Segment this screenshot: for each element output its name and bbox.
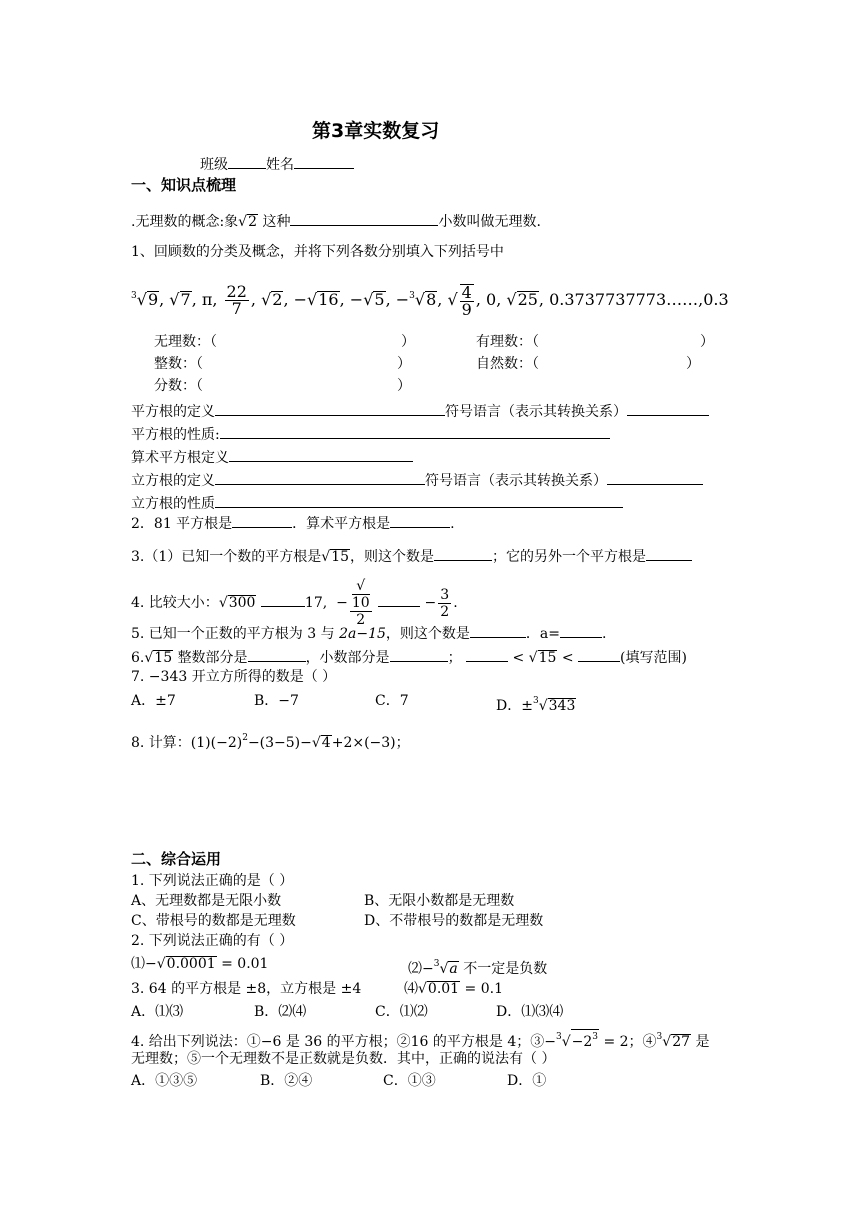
p1-option-d[interactable]: D、不带根号的数都是无理数 bbox=[364, 913, 544, 929]
question-3: 3.（1）已知一个数的平方根是√15，则这个数是 ；它的另外一个平方根是 bbox=[131, 545, 692, 566]
square-root-symbol-blank[interactable] bbox=[627, 400, 709, 416]
p2-option-d[interactable]: D．⑴⑶⑷ bbox=[496, 1004, 564, 1020]
number-list: $^3$√9, √7, π, $\frac{22}{7}$ , √2, −√16, −√5, −$^3$√8, √ $\frac{4}{9}$ , 0, √25, 0.3737737773……,0.3 bbox=[131, 282, 729, 319]
p4-stem-line2: 无理数；⑤一个无理数不是正数就是负数．其中，正确的说法有（ ） bbox=[131, 1051, 556, 1067]
p2-statement-3: 3. 64 的平方根是 ±8，立方根是 ±4 bbox=[131, 981, 362, 997]
q6-blank-1[interactable] bbox=[248, 646, 306, 662]
q7-option-a[interactable]: A．±7 bbox=[131, 693, 176, 709]
p4-option-d[interactable]: D．① bbox=[507, 1073, 547, 1089]
irrational-blank[interactable] bbox=[290, 210, 438, 226]
p2-statement-1: ⑴−√0.0001 = 0.01 bbox=[131, 956, 269, 972]
p1-option-c[interactable]: C、带根号的数都是无理数 bbox=[131, 913, 296, 929]
name-blank[interactable] bbox=[294, 153, 354, 169]
class-name-line: 班级 姓名 bbox=[200, 153, 354, 174]
question-1: 1、回顾数的分类及概念，并将下列各数分别填入下列括号中 bbox=[131, 244, 504, 260]
p1-option-a[interactable]: A、无理数都是无限小数 bbox=[131, 893, 282, 909]
q5-blank-1[interactable] bbox=[470, 622, 526, 638]
q3-blank-2[interactable] bbox=[646, 545, 692, 561]
q6-blank-2[interactable] bbox=[390, 646, 448, 662]
cube-root-definition-line: 立方根的定义 符号语言（表示其转换关系） bbox=[131, 469, 703, 490]
section2-heading: 二、综合运用 bbox=[131, 850, 222, 868]
square-root-def-blank[interactable] bbox=[215, 400, 445, 416]
q2-blank-1[interactable] bbox=[232, 512, 292, 528]
p2-stem: 2. 下列说法正确的有（ ） bbox=[131, 933, 294, 949]
square-root-definition-line: 平方根的定义 符号语言（表示其转换关系） bbox=[131, 400, 709, 421]
q6-blank-3[interactable] bbox=[466, 646, 508, 662]
natural-category: 自然数：（ bbox=[476, 356, 539, 372]
page-title: 第3章实数复习 bbox=[312, 120, 440, 142]
p4-option-b[interactable]: B．②④ bbox=[260, 1073, 313, 1089]
irrational-category: 无理数：（ bbox=[154, 334, 217, 350]
p2-statement-2: ⑵−$^3$√a 不一定是负数 bbox=[408, 959, 548, 977]
fraction-category: 分数：（ bbox=[154, 378, 203, 394]
question-7: 7. −343 开立方所得的数是（ ） bbox=[131, 669, 337, 685]
class-blank[interactable] bbox=[228, 153, 266, 169]
square-root-property-line: 平方根的性质: bbox=[131, 423, 610, 444]
cube-root-def-blank[interactable] bbox=[215, 469, 425, 485]
q5-blank-2[interactable] bbox=[560, 622, 602, 638]
p2-statement-4: ⑷√0.01 = 0.1 bbox=[404, 981, 503, 997]
q7-option-b[interactable]: B．−7 bbox=[254, 693, 299, 709]
p1-stem: 1. 下列说法正确的是（ ） bbox=[131, 873, 294, 889]
question-2: 2．81 平方根是 ．算术平方根是 . bbox=[131, 512, 455, 533]
question-4: 4. 比较大小：√300 17, − √ 10 2 − $\frac{3}{2}$ . bbox=[131, 578, 458, 628]
q4-blank-2[interactable] bbox=[378, 591, 420, 607]
arith-root-blank[interactable] bbox=[229, 446, 413, 462]
p4-stem-line1: 4. 给出下列说法：①−6 是 36 的平方根；②16 的平方根是 4；$③-^3√-2^3 = 2$；④$^3$√27 是 bbox=[131, 1028, 709, 1051]
q4-blank-1[interactable] bbox=[261, 591, 305, 607]
p4-option-c[interactable]: C．①③ bbox=[383, 1073, 436, 1089]
q2-blank-2[interactable] bbox=[390, 512, 450, 528]
p2-option-a[interactable]: A．⑴⑶ bbox=[131, 1004, 184, 1020]
q7-option-d[interactable]: D．±$^3$√343 bbox=[496, 696, 576, 714]
p2-option-b[interactable]: B．⑵⑷ bbox=[254, 1004, 307, 1020]
cube-root-prop-blank[interactable] bbox=[215, 492, 623, 508]
q7-option-c[interactable]: C．7 bbox=[375, 693, 409, 709]
p2-option-c[interactable]: C．⑴⑵ bbox=[375, 1004, 428, 1020]
irrational-definition: .无理数的概念:象√2 这种 小数叫做无理数. bbox=[131, 210, 541, 231]
question-5: 5. 已知一个正数的平方根为 3 与 2a−15，则这个数是 ．a= . bbox=[131, 622, 606, 643]
p1-option-b[interactable]: B、无限小数都是无理数 bbox=[364, 893, 515, 909]
arith-root-line: 算术平方根定义 bbox=[131, 446, 413, 467]
q3-blank-1[interactable] bbox=[434, 545, 492, 561]
square-root-prop-blank[interactable] bbox=[220, 423, 610, 439]
cube-root-symbol-blank[interactable] bbox=[607, 469, 703, 485]
rational-category: 有理数：（ bbox=[476, 334, 539, 350]
integer-category: 整数：（ bbox=[154, 356, 203, 372]
q6-blank-4[interactable] bbox=[578, 646, 620, 662]
p4-option-a[interactable]: A．①③⑤ bbox=[131, 1073, 198, 1089]
cube-root-property-line: 立方根的性质 bbox=[131, 492, 623, 513]
question-8: 8. 计算：$(1)(-2)^2-(3-5)-√4+2\times(-3)$； bbox=[131, 733, 410, 751]
question-6: 6.√15 整数部分是 ，小数部分是 ； < √15 < (填写范围) bbox=[131, 646, 687, 667]
section1-heading: 一、知识点梳理 bbox=[131, 176, 237, 194]
